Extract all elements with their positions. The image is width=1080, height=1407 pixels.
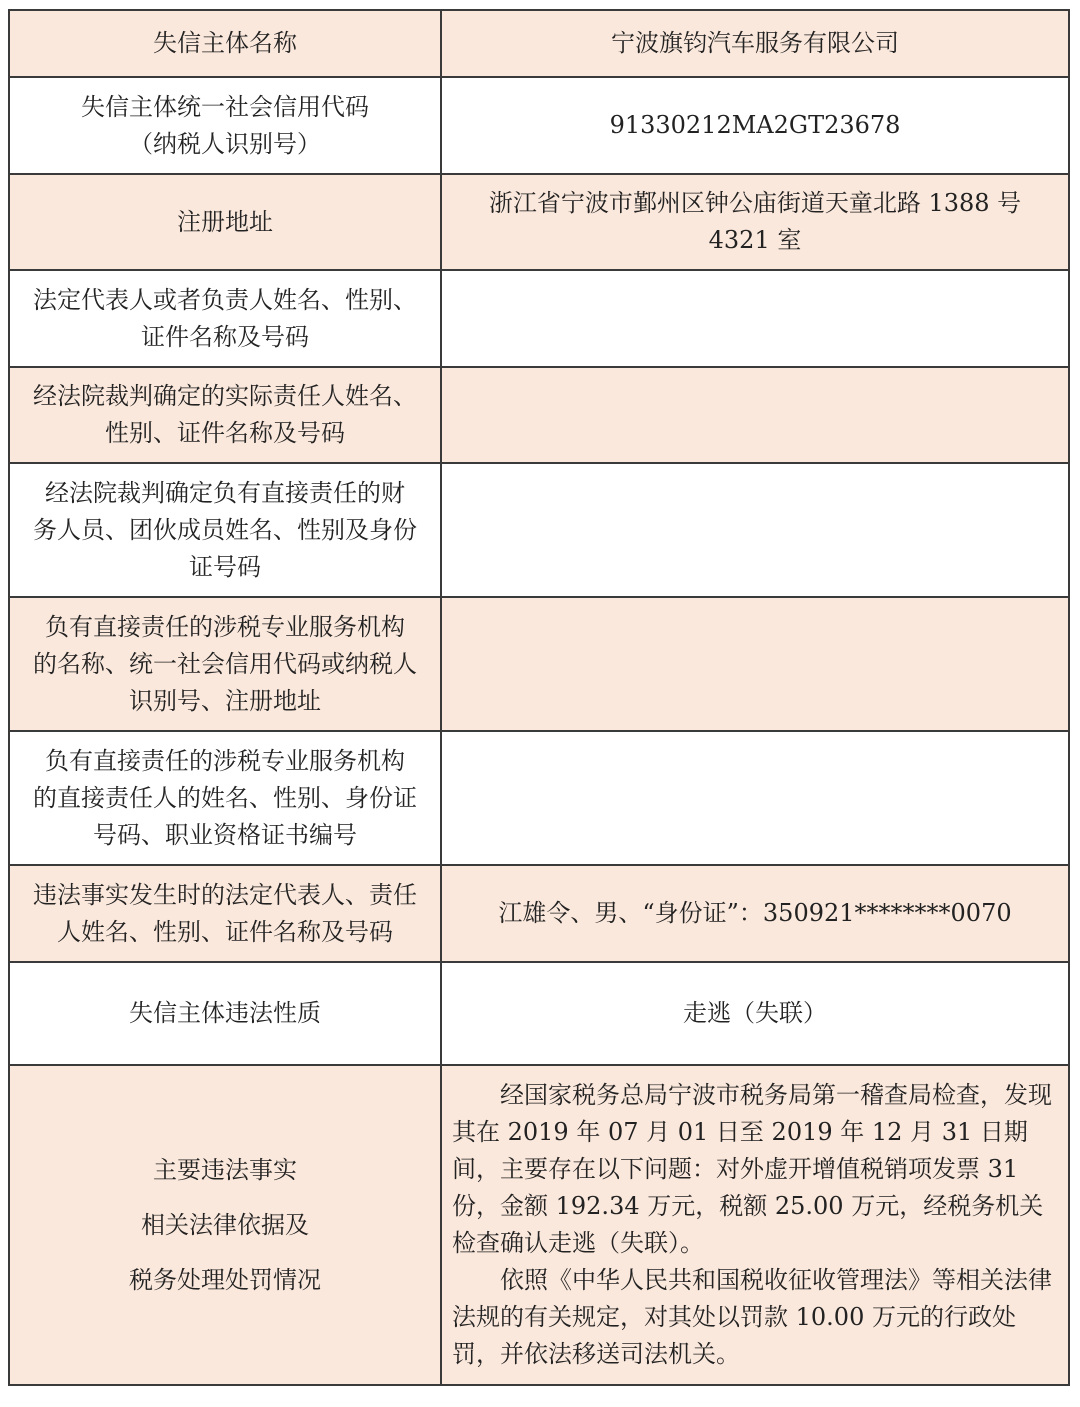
label-cell: 法定代表人或者负责人姓名、性别、 证件名称及号码 (9, 270, 441, 367)
row-credit-code (9, 77, 1069, 174)
label-cell: 违法事实发生时的法定代表人、责任 人姓名、性别、证件名称及号码 (9, 865, 441, 962)
value-cell (441, 367, 1069, 463)
label-cell: 失信主体违法性质 (9, 962, 441, 1065)
dishonest-entity-info-table (8, 9, 1070, 1386)
row-violation-nature (9, 962, 1069, 1065)
label-cell: 经法院裁判确定的实际责任人姓名、 性别、证件名称及号码 (9, 367, 441, 463)
value-cell: 浙江省宁波市鄞州区钟公庙街道天童北路 1388 号 4321 室 (441, 174, 1069, 270)
label-cell: 失信主体统一社会信用代码 （纳税人识别号） (9, 77, 441, 174)
value-cell: 宁波旗钧汽车服务有限公司 (441, 10, 1069, 77)
value-cell (441, 731, 1069, 865)
label-cell: 主要违法事实 相关法律依据及 税务处理处罚情况 (9, 1065, 441, 1385)
value-cell (441, 270, 1069, 367)
row-agency-responsible-person (9, 731, 1069, 865)
paragraph-facts: 经国家税务总局宁波市税务局第一稽查局检查，发现其在 2019 年 07 月 01 日至 2019 年 12 月 31 日期间，主要存在以下问题：对外虚开增值税销项发票 31 份，金额 192.34 万元，税额 25.00 万元，经税务机关检查确认走逃（失联）。 (452, 1081, 1052, 1257)
row-legal-representative (9, 270, 1069, 367)
violation-description (441, 1065, 1069, 1385)
value-cell: 91330212MA2GT23678 (441, 77, 1069, 174)
label-cell: 经法院裁判确定负有直接责任的财 务人员、团伙成员姓名、性别及身份 证号码 (9, 463, 441, 597)
paragraph-penalty: 依照《中华人民共和国税收征收管理法》等相关法律法规的有关规定，对其处以罚款 10.00 万元的行政处罚，并依法移送司法机关。 (452, 1266, 1052, 1368)
label-cell: 注册地址 (9, 174, 441, 270)
row-actual-responsible-person (9, 367, 1069, 463)
value-cell (441, 597, 1069, 731)
row-registered-address (9, 174, 1069, 270)
value-cell (441, 463, 1069, 597)
row-entity-name (9, 10, 1069, 77)
row-financial-staff (9, 463, 1069, 597)
row-violation-facts (9, 1065, 1069, 1385)
label-cell: 失信主体名称 (9, 10, 441, 77)
label-cell: 负有直接责任的涉税专业服务机构 的直接责任人的姓名、性别、身份证 号码、职业资格证书编号 (9, 731, 441, 865)
value-cell: 走逃（失联） (441, 962, 1069, 1065)
label-cell: 负有直接责任的涉税专业服务机构 的名称、统一社会信用代码或纳税人 识别号、注册地址 (9, 597, 441, 731)
value-cell: 江雄令、男、“身份证”：350921********0070 (441, 865, 1069, 962)
row-representative-at-violation (9, 865, 1069, 962)
row-tax-service-agency (9, 597, 1069, 731)
